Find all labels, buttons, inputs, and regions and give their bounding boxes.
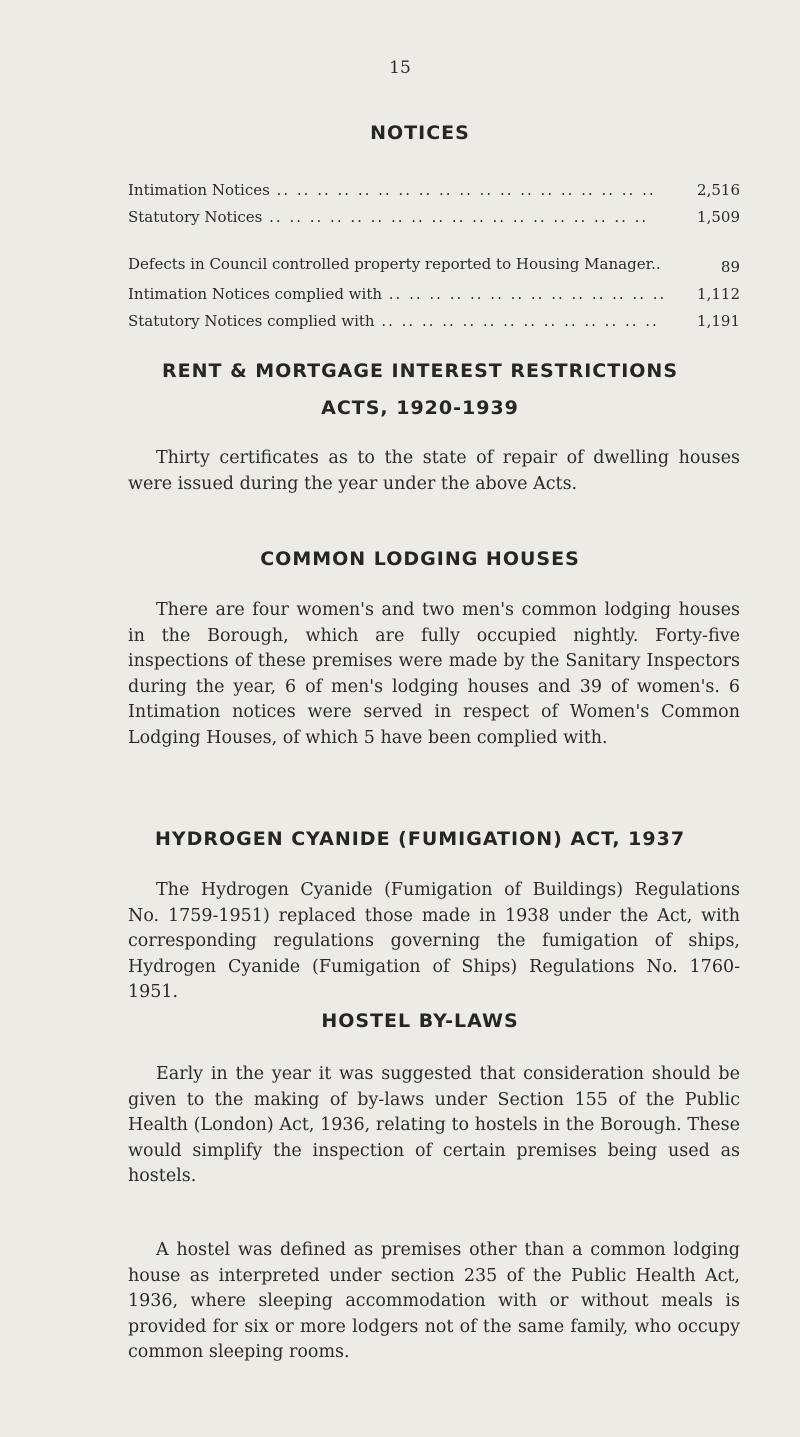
row-value: 89 <box>720 258 740 276</box>
row-label: Statutory Notices .. .. <box>128 208 664 226</box>
hostel-paragraph-1 <box>128 1062 740 1190</box>
row-label: Statutory Notices complied with .. .. <box>128 312 664 330</box>
table-row <box>128 276 740 303</box>
rent-heading-line1: RENT & MORTGAGE INTEREST RESTRICTIONS <box>162 360 678 382</box>
page-number: 15 <box>389 58 411 78</box>
rent-text: Thirty certificates as to the state of repair of dwelling houses were issued during the year under the above Acts. <box>128 448 740 494</box>
cyanide-heading: HYDROGEN CYANIDE (FUMIGATION) ACT, 1937 <box>154 828 686 850</box>
row-value: 2,516 <box>697 181 740 199</box>
row-value: 1,509 <box>697 208 740 226</box>
notices-heading: NOTICES <box>370 122 470 144</box>
table-row <box>128 199 740 226</box>
row-label: Defects in Council controlled property reported to Housing Manager.. <box>128 255 661 273</box>
hostel-text-1: Early in the year it was suggested that consideration should be given to the making of by-laws under Section 155 of the Public Health (London) Act, 1936, relating to hostels in the Borough. These would simplify the inspection of certain premises being used as hostels. <box>128 1064 740 1186</box>
lodging-paragraph <box>128 598 740 751</box>
row-value: 1,191 <box>697 312 740 330</box>
table-row <box>128 172 740 199</box>
cyanide-paragraph <box>128 878 740 1006</box>
rent-paragraph <box>128 446 740 497</box>
hostel-paragraph-2 <box>128 1238 740 1366</box>
hostel-heading: HOSTEL BY-LAWS <box>321 1010 519 1032</box>
lodging-text: There are four women's and two men's common lodging houses in the Borough, which are fully occupied nightly. Forty-five inspections of these premises were made by the Sanitary Inspectors during the year, 6 of men's lodging houses and 39 of women's. 6 Intimation notices were served in respect of Women's Common Lodging Houses, of which 5 have been complied with. <box>128 600 740 748</box>
notices-table <box>128 172 740 330</box>
cyanide-text: The Hydrogen Cyanide (Fumigation of Buildings) Regulations No. 1759-1951) replaced those made in 1938 under the Act, with corresponding regulations governing the fumigation of ships, Hydrogen Cyanide (Fumigation of Ships) Regulations No. 1760-1951. <box>128 880 740 1002</box>
table-row <box>128 303 740 330</box>
row-value: 1,112 <box>697 285 740 303</box>
row-label: Intimation Notices complied with .. .. <box>128 285 664 303</box>
table-row <box>128 226 740 276</box>
hostel-text-2: A hostel was defined as premises other than a common lodging house as interpreted under section 235 of the Public Health Act, 1936, where sleeping accommodation with or without meals is provided for six or more lodgers not of the same family, who occupy common sleeping rooms. <box>128 1240 740 1362</box>
row-label: Intimation Notices .. .. <box>128 181 664 199</box>
lodging-heading: COMMON LODGING HOUSES <box>260 548 580 570</box>
rent-heading-line2: ACTS, 1920-1939 <box>321 397 519 419</box>
